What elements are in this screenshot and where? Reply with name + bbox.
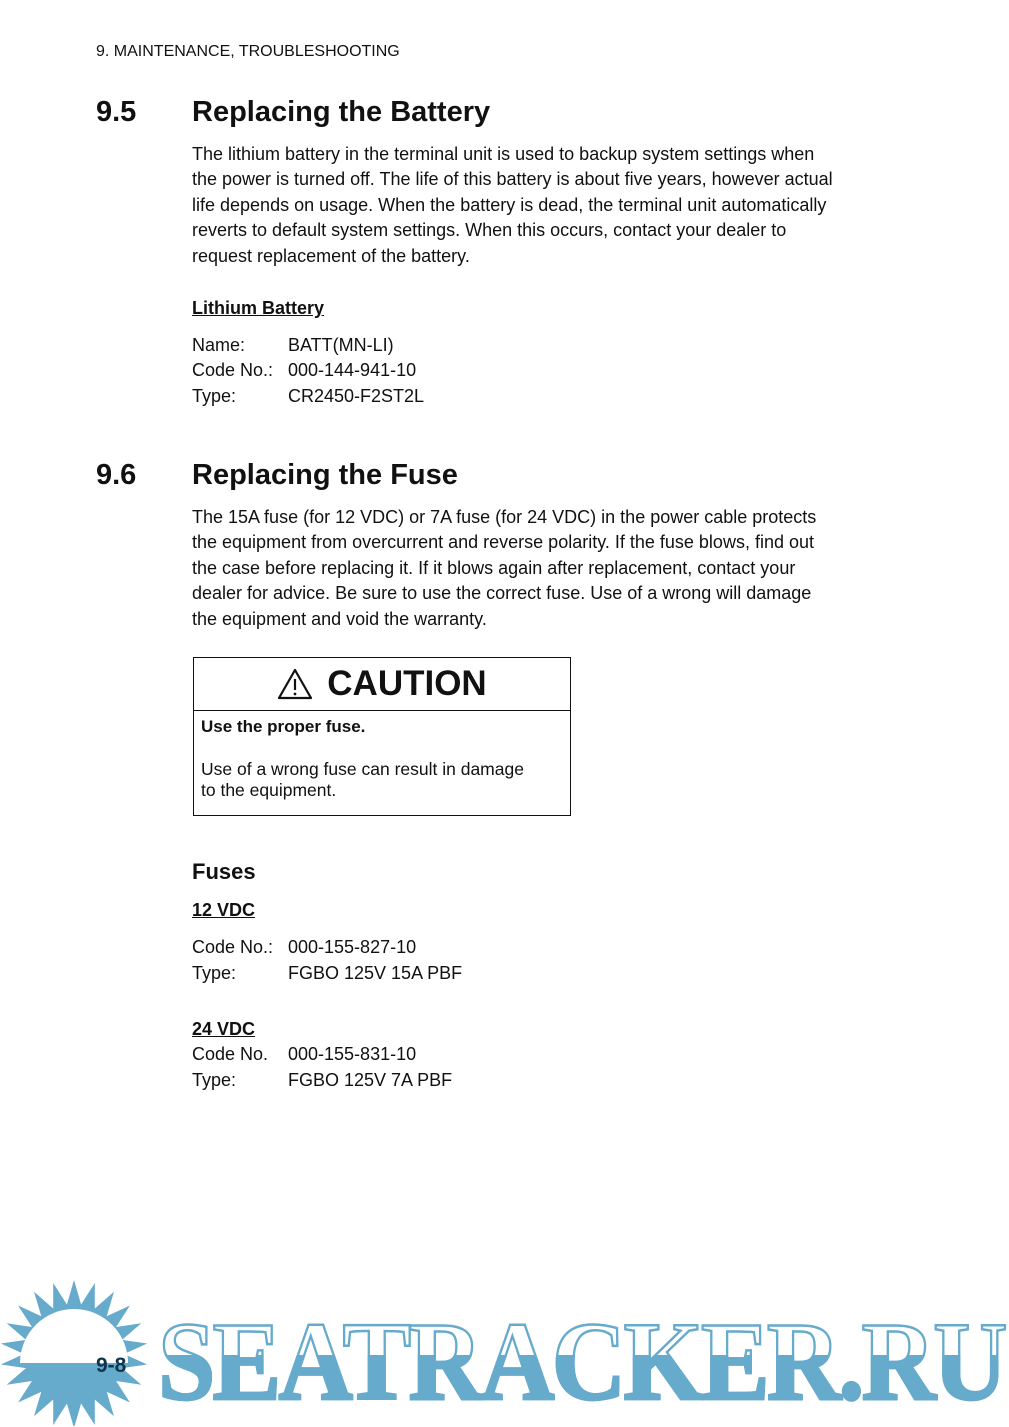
caution-text <box>201 759 524 801</box>
spec-value: FGBO 125V 15A PBF <box>288 963 463 983</box>
spec-value: FGBO 125V 7A PBF <box>288 1070 453 1090</box>
running-header: 9. MAINTENANCE, TROUBLESHOOTING <box>96 43 400 60</box>
section-number: 9.5 <box>96 96 137 128</box>
caution-title: CAUTION <box>327 664 487 703</box>
spec-label: Name: <box>192 335 246 355</box>
section-number: 9.6 <box>96 459 137 491</box>
body-line: the case before replacing it. If it blows again after replacement, contact your <box>192 557 796 578</box>
body-line: reverts to default system settings. When this occurs, contact your dealer to <box>192 220 787 241</box>
spec-label: Code No. <box>192 1044 269 1064</box>
spec-label: Type: <box>192 963 237 983</box>
caution-box <box>193 657 571 816</box>
section-body <box>192 505 912 632</box>
body-line: the power is turned off. The life of this battery is about five years, however actual <box>192 169 833 190</box>
spec-value: 000-144-941-10 <box>288 360 417 380</box>
spec-label: Code No.: <box>192 360 274 380</box>
section-title: Replacing the Fuse <box>192 459 458 491</box>
body-line: life depends on usage. When the battery is dead, the terminal unit automatically <box>192 194 827 215</box>
body-line: the equipment and void the warranty. <box>192 608 487 629</box>
body-line: dealer for advice. Be sure to use the correct fuse. Use of a wrong will damage <box>192 583 812 604</box>
spec-value: 000-155-827-10 <box>288 937 417 957</box>
caution-text-line: to the equipment. <box>201 780 337 800</box>
caution-header <box>194 658 570 711</box>
subheading-12vdc: 12 VDC <box>192 900 256 920</box>
body-line: The lithium battery in the terminal unit is used to backup system settings when <box>192 144 815 164</box>
warning-triangle-icon <box>277 668 313 700</box>
subheading: Lithium Battery <box>192 298 325 318</box>
caution-bold-line: Use the proper fuse. <box>201 717 366 736</box>
body-line: the equipment from overcurrent and reverse polarity. If the fuse blows, find out <box>192 532 814 553</box>
fuses-heading: Fuses <box>192 859 256 884</box>
subheading-24vdc: 24 VDC <box>192 1019 256 1039</box>
body-line: The 15A fuse (for 12 VDC) or 7A fuse (for 24 VDC) in the power cable protects <box>192 507 817 527</box>
watermark-logo: SEATRACKER.RU <box>158 1298 1005 1427</box>
spec-value: BATT(MN-LI) <box>288 335 394 355</box>
spec-label: Code No.: <box>192 937 274 957</box>
section-title: Replacing the Battery <box>192 96 491 128</box>
spec-value: CR2450-F2ST2L <box>288 386 425 406</box>
body-line: request replacement of the battery. <box>192 245 470 266</box>
page-number: 9-8 <box>96 1354 127 1377</box>
section-body <box>192 142 912 269</box>
spec-label: Type: <box>192 386 237 406</box>
sun-logo-icon <box>0 1278 150 1426</box>
caution-text-line: Use of a wrong fuse can result in damage <box>201 759 524 779</box>
spec-value: 000-155-831-10 <box>288 1044 417 1064</box>
spec-label: Type: <box>192 1070 237 1090</box>
